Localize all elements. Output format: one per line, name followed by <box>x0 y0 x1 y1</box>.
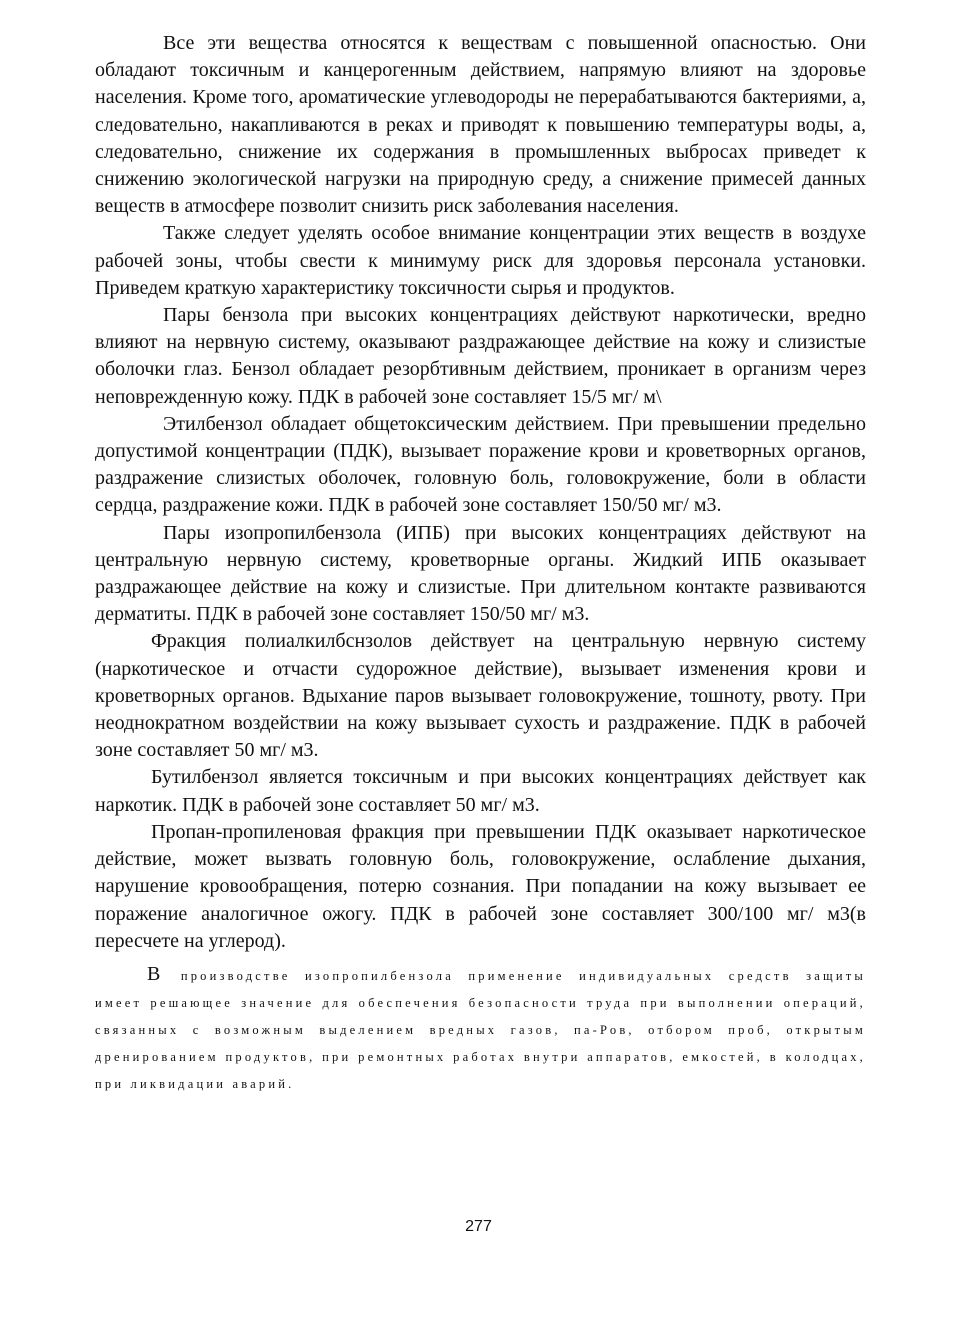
document-page <box>95 30 866 1320</box>
paragraph-workzone-attention: Также следует уделять особое внимание концентрации этих веществ в воздухе рабочей зоны, чтобы свести к минимуму риск для здоровья персонала установки. Приведем краткую характеристику токсичности сырья и продуктов. <box>95 222 866 299</box>
paragraph-butylbenzene: Бутилбензол является токсичным и при высоких концентрациях действует как наркотик. ПДК в рабочей зоне составляет 50 мг/ м3. <box>95 766 866 816</box>
paragraph-propane-propylene: Пропан-пропиленовая фракция при превышении ПДК оказывает наркотическое действие, может вызвать головную боль, головокружение, ослабление дыхания, нарушение кровообращения, потерю сознания. При попадании на кожу вызывает ее поражение аналогичное ожогу. ПДК в рабочей зоне составляет 300/100 мг/ м3(в пересчете на углерод). <box>95 820 866 952</box>
paragraph-ethylbenzene: Этилбензол обладает общетоксическим действием. При превышении предельно допустимой концентрации (ПДК), вызывает поражение крови и кроветворных органов, раздражение слизистых оболочек, головную боль, головокружение, боли в области сердца, раздражение кожи. ПДК в рабочей зоне составляет 150/50 мг/ м3. <box>95 412 866 517</box>
dropcap-letter: В <box>147 962 167 985</box>
page-number: 277 <box>465 1218 492 1235</box>
paragraph-hazard-intro: Все эти вещества относятся к веществам с повышенной опасностью. Они обладают токсичным и канцерогенным действием, напрямую влияют на здоровье населения. Кроме того, ароматические углеводороды не перерабатываются бактериями, а, следовательно, накапливаются в реках и приводят к повышению температуры воды, а, следовательно, снижение их содержания в промышленных выбросах приведет к снижению экологической нагрузки на природную среду, а снижение примесей данных веществ в атмосфере позволит снизить риск заболевания населения. <box>95 32 866 218</box>
spaced-paragraph-text: производстве изопропилбензола применение индивидуальных средств защиты имеет решающее значение для обеспечения безопасности труда при выполнении операций, связанных с возможным выделением вредных газов, па-Ров, отбором проб, открытым дренированием продуктов, при ремонтных работах внутри аппаратов, емкостей, в колодцах, при ликвидации аварий. <box>95 968 866 1091</box>
paragraph-isopropylbenzene: Пары изопропилбензола (ИПБ) при высоких концентрациях действуют на центральную нервную систему, кроветворные органы. Жидкий ИПБ оказывает раздражающее действие на кожу и слизистые. При длительном контакте развиваются дерматиты. ПДК в рабочей зоне составляет 150/50 мг/ м3. <box>95 521 866 626</box>
paragraph-polyalkylbenzenes: Фракция полиалкилбснзолов действует на центральную нервную систему (наркотическое и отчасти судорожное действие), вызывает изменения крови и кроветворных органов. Вдыхание паров вызывает головокружение, тошноту, рвоту. При неоднократном воздействии на кожу вызывает сухость и раздражение. ПДК в рабочей зоне составляет 50 мг/ м3. <box>95 630 866 762</box>
paragraph-benzene: Пары бензола при высоких концентрациях действуют наркотически, вредно влияют на нервную систему, оказывают раздражающее действие на кожу и слизистые оболочки глаз. Бензол обладает резорбтивным действием, проникает в организм через неповрежденную кожу. ПДК в рабочей зоне составляет 15/5 мг/ м\ <box>95 304 866 408</box>
paragraph-protective-equipment <box>95 961 866 1098</box>
